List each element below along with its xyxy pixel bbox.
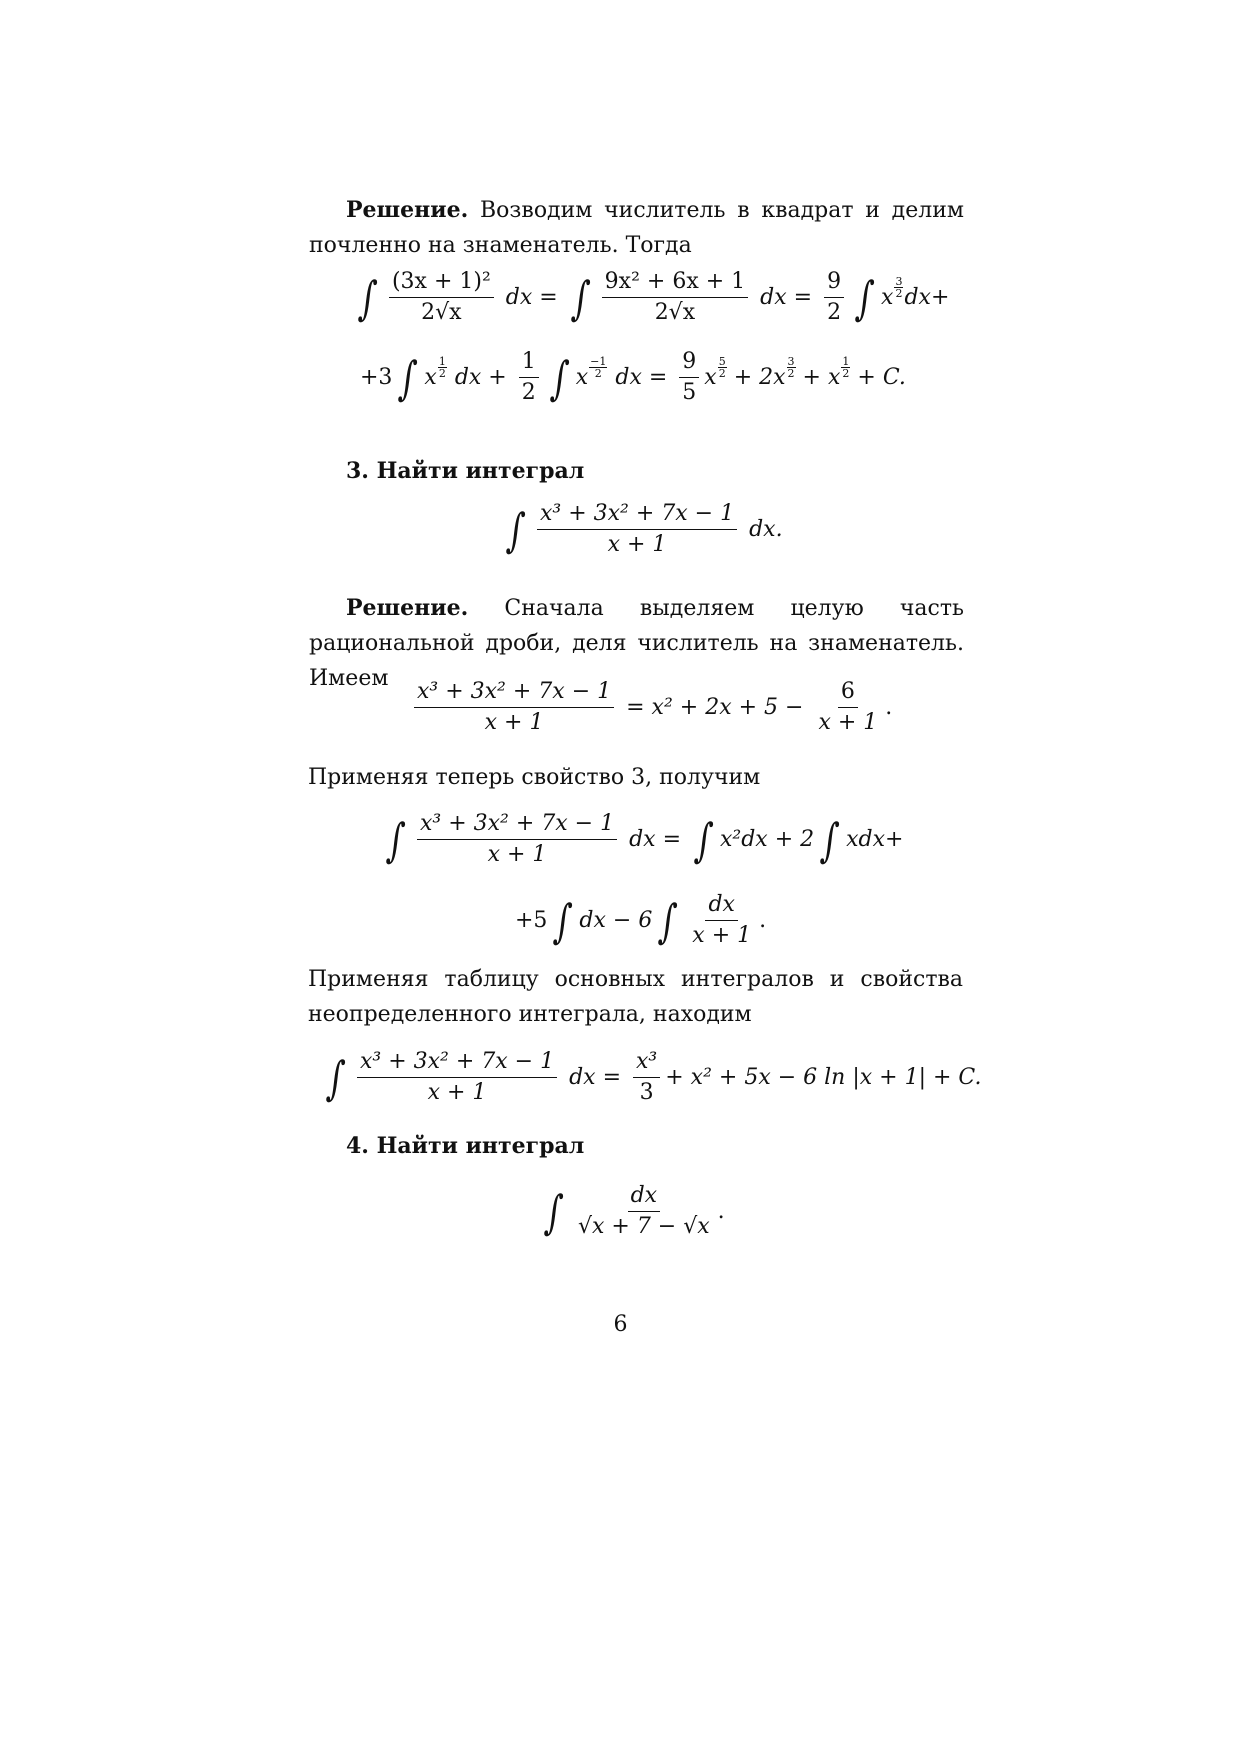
math-text: .	[717, 1199, 725, 1225]
integral-sign: ∫	[504, 502, 528, 557]
math-text: x²dx + 2	[719, 827, 815, 853]
fraction-numerator: (3x + 1)²	[389, 270, 494, 298]
fraction	[824, 270, 844, 325]
fraction-numerator: x³ + 3x² + 7x − 1	[537, 502, 737, 530]
fraction-denominator: 2	[827, 300, 842, 326]
fraction-numerator: 6	[838, 680, 858, 708]
solution-label: Решение.	[346, 595, 469, 621]
equation-5	[320, 1050, 981, 1105]
math-text: dx =	[615, 365, 668, 391]
fraction-denominator: x + 1	[487, 842, 547, 868]
fraction	[575, 1184, 713, 1239]
problem-3-heading: 3. Найти интеграл	[346, 458, 585, 484]
math-text: dx =	[760, 285, 813, 311]
equation-1-line-2	[360, 350, 906, 405]
solution-label: Решение.	[346, 197, 469, 223]
fraction	[815, 680, 880, 735]
math-text: x	[881, 285, 894, 311]
fraction-numerator: x³	[633, 1050, 660, 1078]
solution-text: Сначала выделяем целую часть рациональной дроби, деля числитель на знаменатель. Имеем	[309, 596, 964, 691]
fraction	[602, 270, 748, 325]
math-text: .	[885, 695, 893, 721]
math-text: + x	[802, 365, 841, 391]
solution-paragraph-1	[309, 193, 964, 263]
integral-sign: ∫	[819, 812, 842, 867]
page-number: 6	[613, 1312, 628, 1337]
fraction-numerator: x³ + 3x² + 7x − 1	[414, 680, 614, 708]
math-text: +3	[360, 365, 393, 391]
equation-2	[500, 502, 790, 557]
fraction-numerator: dx	[705, 893, 738, 921]
fraction-denominator: 5	[682, 380, 697, 406]
fraction	[417, 812, 617, 867]
math-text: + C.	[857, 365, 906, 391]
math-text: dx =	[569, 1065, 622, 1091]
exponent-fraction: $\frac{5}{2}$	[718, 355, 726, 381]
integral-sign: ∫	[552, 893, 575, 948]
problem-4-heading: 4. Найти интеграл	[346, 1133, 585, 1159]
math-text: dx − 6	[579, 908, 653, 934]
fraction-denominator: x + 1	[484, 710, 544, 736]
math-text: x	[575, 365, 589, 391]
fraction-numerator: 9	[679, 350, 699, 378]
fraction-denominator: 2√x	[654, 300, 696, 326]
math-text: x	[424, 365, 437, 391]
fraction-numerator: x³ + 3x² + 7x − 1	[357, 1050, 557, 1078]
equation-4-line-2	[515, 893, 766, 948]
integral-sign: ∫	[397, 350, 420, 405]
math-text: + x² + 5x − 6 ln |x + 1| + C.	[665, 1065, 982, 1091]
paragraph-4: Применяя таблицу основных интегралов и свойства неопределенного интеграла, находим	[308, 967, 963, 1027]
fraction-denominator: 2√x	[421, 300, 462, 326]
fraction-denominator: 3	[639, 1080, 654, 1106]
integral-sign: ∫	[324, 1050, 348, 1105]
math-text: dx+	[904, 285, 950, 311]
integral-sign: ∫	[548, 350, 571, 405]
math-text: dx =	[629, 827, 682, 853]
fraction-numerator: 9x² + 6x + 1	[602, 270, 748, 298]
exponent-fraction: $\frac{-1}{2}$	[590, 355, 607, 381]
fraction-denominator: x + 1	[607, 532, 667, 558]
fraction	[357, 1050, 557, 1105]
equation-3	[409, 680, 892, 735]
math-text: .	[759, 908, 767, 934]
fraction	[414, 680, 614, 735]
equation-1-line-1	[352, 270, 949, 325]
math-text: xdx+	[846, 827, 904, 853]
math-text: + 2x	[733, 365, 786, 391]
fraction-denominator: x + 1	[692, 923, 752, 949]
exponent-fraction: $\frac{3}{2}$	[895, 275, 903, 301]
fraction-denominator: 2	[521, 380, 536, 406]
equation-4-line-1	[380, 812, 903, 867]
fraction	[689, 893, 754, 948]
fraction-denominator: x + 1	[427, 1080, 487, 1106]
fraction-numerator: 1	[519, 350, 539, 378]
integral-sign: ∫	[692, 812, 716, 867]
exponent-fraction: $\frac{3}{2}$	[787, 355, 795, 381]
math-text: dx =	[505, 285, 558, 311]
math-text: dx.	[749, 517, 783, 543]
fraction-numerator: 9	[824, 270, 844, 298]
integral-sign: ∫	[542, 1184, 566, 1239]
integral-sign: ∫	[569, 270, 592, 325]
paragraph-3: Применяя теперь свойство 3, получим	[308, 765, 761, 790]
fraction	[389, 270, 494, 325]
math-text: = x² + 2x + 5 −	[626, 695, 804, 721]
math-text: dx +	[454, 365, 507, 391]
integral-sign: ∫	[657, 893, 680, 948]
fraction-denominator: x + 1	[818, 710, 878, 736]
fraction-numerator: dx	[628, 1184, 661, 1212]
fraction	[633, 1050, 660, 1105]
fraction	[519, 350, 539, 405]
math-text: x	[704, 365, 717, 391]
fraction	[679, 350, 699, 405]
exponent-fraction: $\frac{1}{2}$	[438, 355, 446, 381]
fraction-denominator: √x + 7 − √x	[577, 1214, 710, 1240]
integral-sign: ∫	[384, 812, 408, 867]
equation-6	[538, 1184, 725, 1239]
integral-sign: ∫	[356, 270, 380, 325]
solution-text: Возводим числитель в квадрат и делим почленно на знаменатель. Тогда	[309, 198, 964, 258]
fraction-numerator: x³ + 3x² + 7x − 1	[417, 812, 617, 840]
integral-sign: ∫	[854, 270, 877, 325]
exponent-fraction: $\frac{1}{2}$	[842, 355, 850, 381]
math-text: +5	[515, 908, 548, 934]
fraction	[537, 502, 737, 557]
